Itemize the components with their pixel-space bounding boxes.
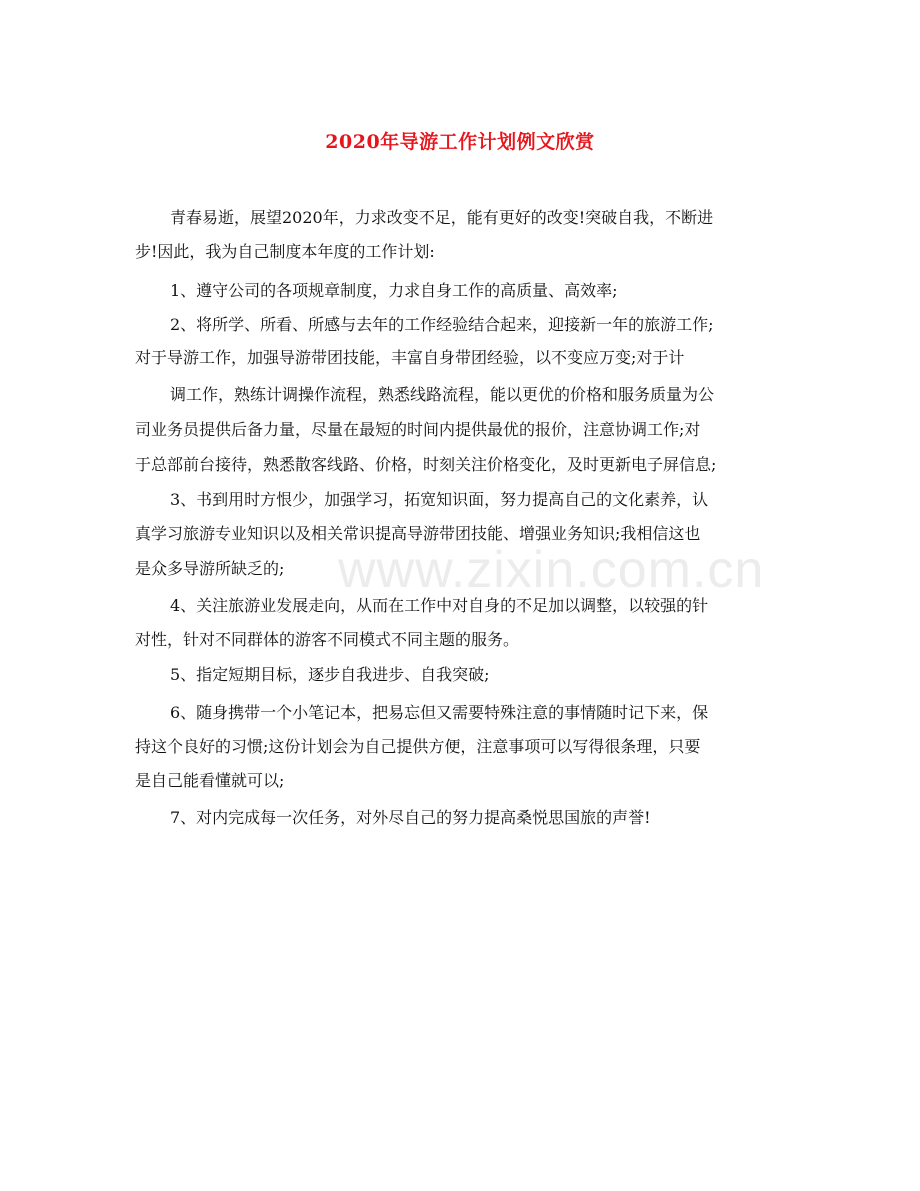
paragraph-line: 7、对内完成每一次任务，对外尽自己的努力提高桑悦思国旅的声誉! (170, 808, 651, 827)
paragraph-line: 步!因此，我为自己制度本年度的工作计划: (135, 242, 435, 261)
paragraph-line: 5、指定短期目标，逐步自我进步、自我突破; (170, 665, 490, 684)
paragraph-line: 2、将所学、所看、所感与去年的工作经验结合起来，迎接新一年的旅游工作; (170, 315, 714, 334)
paragraph-line: 真学习旅游专业知识以及相关常识提高导游带团技能、增强业务知识;我相信这也 (135, 524, 701, 543)
paragraph-line: 3、书到用时方恨少，加强学习，拓宽知识面，努力提高自己的文化素养，认 (170, 490, 709, 509)
paragraph-line: 对性，针对不同群体的游客不同模式不同主题的服务。 (135, 630, 520, 649)
paragraph-line: 调工作，熟练计调操作流程，熟悉线路流程，能以更优的价格和服务质量为公 (170, 385, 715, 404)
paragraph-line: 持这个良好的习惯;这份计划会为自己提供方便，注意事项可以写得很条理，只要 (135, 737, 701, 756)
paragraph-line: 是众多导游所缺乏的; (135, 559, 285, 578)
document-title: 2020年导游工作计划例文欣赏 (325, 131, 595, 153)
paragraph-line: 6、随身携带一个小笔记本，把易忘但又需要特殊注意的事情随时记下来，保 (170, 703, 709, 722)
watermark: www.zixin.com.cn (338, 541, 765, 599)
paragraph-line: 司业务员提供后备力量，尽量在最短的时间内提供最优的报价，注意协调工作;对 (135, 420, 701, 439)
paragraph-line: 对于导游工作，加强导游带团技能，丰富自身带团经验，以不变应万变;对于计 (135, 348, 685, 367)
paragraph-line: 于总部前台接待，熟悉散客线路、价格，时刻关注价格变化，及时更新电子屏信息; (135, 455, 717, 474)
paragraph-line: 青春易逝，展望2020年，力求改变不足，能有更好的改变!突破自我，不断进 (170, 208, 714, 227)
paragraph-line: 是自己能看懂就可以; (135, 771, 285, 790)
paragraph-line: 4、关注旅游业发展走向，从而在工作中对自身的不足加以调整，以较强的针 (170, 596, 709, 615)
paragraph-line: 1、遵守公司的各项规章制度，力求自身工作的高质量、高效率; (170, 281, 618, 300)
